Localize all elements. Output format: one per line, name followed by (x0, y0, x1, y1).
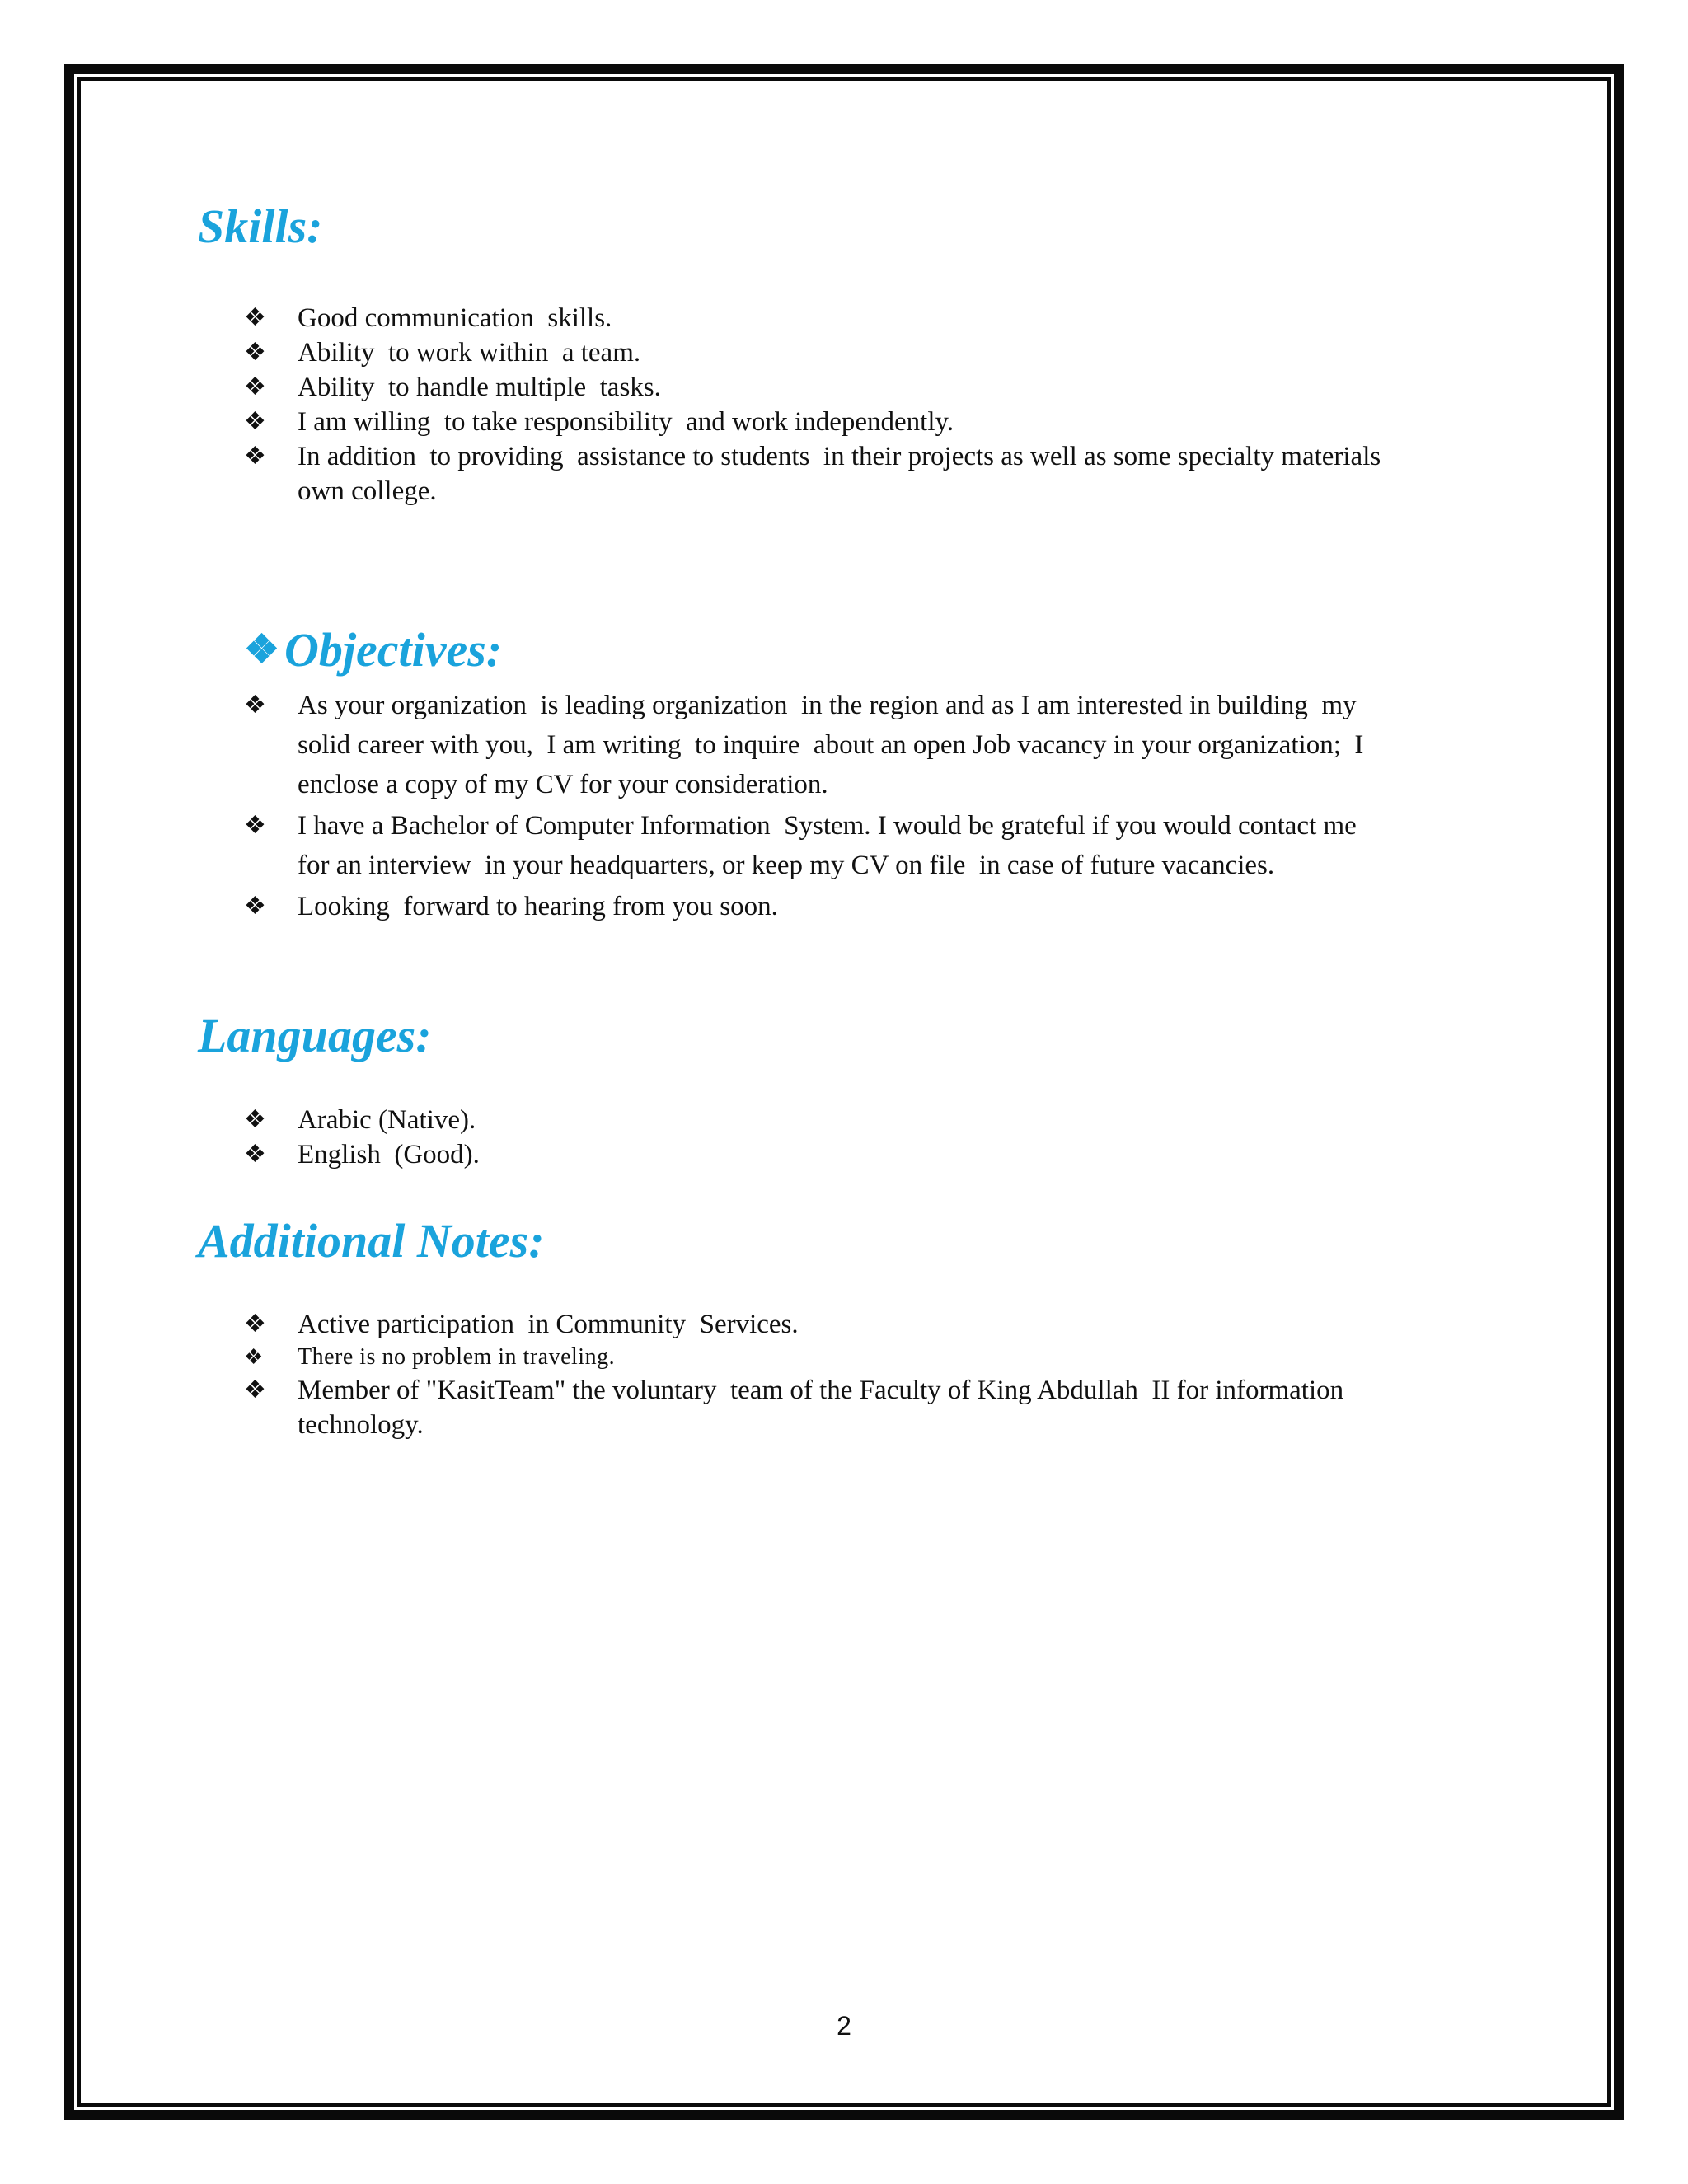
list-item (244, 301, 1381, 335)
skill-text: Ability to work within a team. (298, 338, 641, 368)
objective-text: Looking forward to hearing from you soon. (298, 892, 778, 921)
four-diamond-bullet-icon: ❖ (244, 1106, 266, 1133)
skills-list (244, 301, 1381, 509)
additional-notes-heading-text: Additional Notes: (198, 1214, 545, 1268)
objectives-heading-text: Objectives: (284, 623, 503, 677)
languages-heading-text: Languages: (198, 1009, 432, 1062)
list-item (244, 405, 1381, 439)
skill-text: Ability to handle multiple tasks. (298, 373, 661, 402)
language-text: Arabic (Native). (298, 1105, 476, 1135)
note-text: Active participation in Community Services. (298, 1310, 799, 1339)
four-diamond-bullet-icon: ❖ (244, 408, 266, 435)
note-text: Member of "KasitTeam" the voluntary team of the Faculty of King Abdullah II for information technology. (298, 1376, 1344, 1440)
list-item (244, 1373, 1343, 1442)
objectives-heading (244, 623, 503, 677)
four-diamond-bullet-icon: ❖ (244, 339, 266, 366)
languages-heading (198, 1009, 432, 1062)
page-number: 2 (837, 2011, 851, 2041)
skill-text: I am willing to take responsibility and work independently. (298, 407, 954, 437)
additional-notes-list (244, 1307, 1343, 1442)
list-item (244, 806, 1363, 885)
list-item (244, 335, 1381, 370)
objective-text: I have a Bachelor of Computer Information System. I would be grateful if you would contact me for an interview in your headquarters, or keep my CV on file in case of future vacancies. (298, 811, 1357, 880)
objectives-list (244, 686, 1363, 928)
additional-notes-heading (198, 1214, 545, 1268)
list-item (244, 1137, 480, 1172)
objective-text: As your organization is leading organization in the region and as I am interested in building my solid career with you, I am writing to inquire about an open Job vacancy in your organization; I enclose a copy of my CV for your consideration. (298, 691, 1364, 799)
skill-text: Good communication skills. (298, 303, 612, 333)
list-item (244, 1307, 1343, 1342)
list-item (244, 686, 1363, 804)
four-diamond-bullet-icon: ❖ (244, 893, 266, 920)
list-item (244, 887, 1363, 926)
list-item (244, 1342, 1343, 1373)
note-text: There is no problem in traveling. (298, 1344, 616, 1370)
four-diamond-bullet-icon: ❖ (244, 1141, 266, 1168)
four-diamond-bullet-icon: ❖ (244, 443, 266, 470)
four-diamond-bullet-icon: ❖ (244, 1345, 264, 1369)
skills-heading (198, 199, 323, 253)
list-item (244, 370, 1381, 405)
four-diamond-bullet-icon: ❖ (244, 812, 266, 839)
list-item (244, 439, 1381, 509)
language-text: English (Good). (298, 1140, 480, 1169)
four-diamond-bullet-icon: ❖ (244, 691, 266, 719)
four-diamond-bullet-icon: ❖ (244, 373, 266, 401)
languages-list (244, 1103, 480, 1172)
four-diamond-bullet-icon: ❖ (244, 1376, 266, 1404)
skill-text: In addition to providing assistance to students in their projects as well as some specialty materials own college. (298, 442, 1381, 506)
four-diamond-bullet-icon: ❖ (244, 1310, 266, 1338)
list-item (244, 1103, 480, 1137)
four-diamond-bullet-icon: ❖ (244, 304, 266, 331)
four-diamond-bullet-icon: ❖ (244, 628, 280, 672)
skills-heading-text: Skills: (198, 199, 323, 253)
